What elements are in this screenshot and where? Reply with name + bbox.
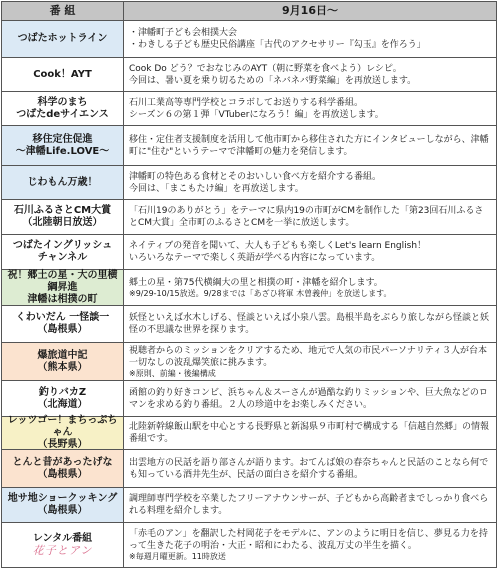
program-name-line: じわもん万歳！ — [27, 176, 98, 188]
program-name-line: 地サ地ショークッキング — [7, 493, 118, 504]
description-line: Cook Do どう？でおなじみのAYT（朝に野菜を食べよう）レシピ。 — [129, 63, 402, 74]
program-row-cook-ayt — [2, 58, 497, 92]
program-name-line: つばたホットライン — [17, 33, 108, 44]
program-name-line: （熊本県） — [37, 361, 88, 373]
program-name-line: 津幡は相撲の町 — [27, 293, 98, 305]
program-name-line: チャンネル — [37, 252, 88, 263]
program-name-cell — [2, 417, 124, 449]
description-line: ・津幡町子ども会相撲大会 — [129, 28, 238, 38]
program-name-line: 移住定住促進 — [32, 133, 93, 145]
description-line: ネイティブの発音を聞いて、大人も子どもも楽しくLet's learn English！ — [129, 241, 427, 251]
program-description-cell — [124, 270, 497, 305]
program-name-line: レンタル番組 — [32, 533, 93, 544]
program-description-cell — [124, 58, 497, 91]
header-program: 番 組 — [2, 2, 124, 20]
description-line: 出雲地方の民話を語り部さんが語ります。おてんば娘の春奈ちゃんと民話のことなら何でも知っている酒井先生が、民話の面白さを紹介する番組。 — [129, 457, 489, 480]
program-row-tsubata-english — [2, 235, 497, 270]
program-logo: 花子とアン — [32, 544, 93, 557]
description-note: ※毎週月曜更新。11時放送 — [129, 552, 226, 561]
program-name-line: レッツゴー！まちっぷちゃん — [7, 415, 118, 438]
program-name-line: （北海道） — [37, 398, 88, 410]
program-name-cell — [2, 381, 124, 416]
program-description-cell — [124, 200, 497, 234]
description-line: 移住・定住者支援制度を活用して他市町から移住された方にインタビューしながら、津幡町に"住む"というテーマで津幡町の魅力を発信します。 — [129, 134, 489, 157]
program-name-cell — [2, 450, 124, 487]
program-name-line: （島根県） — [37, 468, 88, 480]
program-name-line: つばたdeサイエンス — [16, 108, 109, 120]
description-line: 妖怪といえば水木しげる、怪談といえば小泉八雲。島根半島をぶらり旅しながら怪談と妖怪の不思議な世界を探ります。 — [129, 313, 490, 335]
program-row-jiwamon-banzai — [2, 166, 497, 200]
program-row-tsuribaka-z — [2, 381, 497, 417]
program-name-line: つばたイングリッシュ — [12, 240, 113, 251]
program-row-migration-promo — [2, 126, 497, 166]
program-name-line: （長野県） — [37, 439, 88, 450]
description-line: シーズン６の第１弾「VTuberになろう！編」を再放送します。 — [129, 109, 384, 120]
description-line: 津幡町の特色ある食材とそのおいしい食べ方を紹介する番組。 — [129, 171, 382, 182]
program-name-line: Cook！AYT — [33, 68, 92, 80]
program-name-line: 科学のまち — [37, 96, 88, 108]
header-date: 9月16日～ — [124, 2, 497, 20]
program-name-cell — [2, 488, 124, 522]
program-row-kuwaidan — [2, 306, 497, 343]
program-name-line: 祝！郷土の星・大の里横綱昇進 — [7, 269, 118, 293]
program-name-line: ～津幡Life.LOVE～ — [15, 145, 110, 157]
description-line: ・わきしる子ども歴史民俗講座「古代のアクセサリー『勾玉』を作ろう」 — [129, 40, 426, 50]
program-name-line: 釣りバカZ — [38, 386, 87, 398]
program-name-cell — [2, 92, 124, 125]
description-line: 今回は、「まこもたけ編」を再放送します。 — [129, 183, 304, 194]
program-description-cell — [124, 21, 497, 57]
program-name-cell — [2, 166, 124, 199]
program-name-cell — [2, 200, 124, 234]
table-header-row — [2, 2, 497, 21]
description-line: 「石川19のありがとう」をテーマに県内19の市町がCMを制作した「第23回石川ふるさとCM大賞」全市町のふるさとCMを一挙に放送します。 — [129, 206, 484, 228]
program-description-cell — [124, 126, 497, 165]
program-row-chisachi-cooking — [2, 488, 497, 523]
program-name-line: （島根県） — [37, 505, 88, 516]
description-line: 「赤毛のアン」を翻訳した村岡花子をモデルに、アンのように明日を信じ、夢見る力を持って生きた花子の明治・大正・昭和にわたる、波乱万丈の半生を描く。 — [129, 529, 488, 551]
description-line: 函館の釣り好きコンビ、浜ちゃん＆スーさんが過酷な釣りミッションや、巨大魚などのロマンを求める釣り番組。２人の珍道中をお楽しみください。 — [129, 387, 488, 410]
description-note: ※9/29-10/15放送。9/28までは「あざひ将軍 木曽義仲」を放送します。 — [129, 288, 392, 298]
program-name-line: 爆旅道中記 — [37, 349, 88, 361]
program-row-science-town — [2, 92, 497, 126]
program-description-cell — [124, 381, 497, 416]
program-row-rental-program — [2, 523, 497, 568]
program-description-cell — [124, 343, 497, 380]
program-row-tonto-mukashi — [2, 450, 497, 488]
program-description-cell — [124, 523, 497, 567]
description-line: いろいろなテーマで楽しく英語が学べる内容になっています。 — [129, 253, 381, 263]
program-description-cell — [124, 306, 497, 342]
program-description-cell — [124, 450, 497, 487]
program-row-oonosato-yokozuna — [2, 270, 497, 306]
program-name-cell — [2, 270, 124, 305]
program-row-bakutabi — [2, 343, 497, 381]
description-line: 石川工業高等専門学校とコラボしてお送りする科学番組。 — [129, 97, 364, 108]
schedule-table — [1, 1, 497, 568]
program-row-tsubata-hotline — [2, 21, 497, 58]
program-description-cell — [124, 92, 497, 125]
program-name-cell — [2, 235, 124, 269]
program-name-line: （北陸朝日放送） — [22, 217, 103, 228]
program-name-cell — [2, 58, 124, 91]
description-line: 今回は、暑い夏を乗り切るための「ネバネバ野菜編」を再放送します。 — [129, 75, 417, 86]
program-name-line: 石川ふるさとCM大賞 — [13, 205, 112, 216]
program-name-cell — [2, 343, 124, 380]
program-name-line: とんと昔があったげな — [12, 456, 113, 468]
description-line: 調理師専門学校を卒業したフリーアナウンサーが、子どもから高齢者までしっかり食べられる料理を紹介します。 — [129, 494, 489, 516]
description-line: 郷土の星・第75代横綱大の里と相撲の町・津幡を紹介します。 — [129, 277, 383, 288]
program-description-cell — [124, 235, 497, 269]
description-line: 北陸新幹線飯山駅を中心とする長野県と新潟県９市町村で構成する「信越自然郷」の情報番組です。 — [129, 422, 490, 444]
description-line: 視聴者からのミッションをクリアするため、地元で人気の市民パーソナリティ３人が台本一切なしの波乱爆笑旅に挑みます。 — [129, 345, 488, 368]
program-name-cell — [2, 306, 124, 342]
program-name-cell — [2, 21, 124, 57]
program-description-cell — [124, 166, 497, 199]
program-name-line: （島根県） — [37, 324, 88, 335]
program-description-cell — [124, 417, 497, 449]
program-name-cell — [2, 523, 124, 567]
program-name-line: くわいだん 一怪談一 — [15, 312, 110, 323]
program-description-cell — [124, 488, 497, 522]
program-row-ishikawa-cm-award — [2, 200, 497, 235]
program-row-lets-go-machippu — [2, 417, 497, 450]
description-note: ※原則、前編・後編構成 — [129, 368, 216, 378]
program-name-cell — [2, 126, 124, 165]
